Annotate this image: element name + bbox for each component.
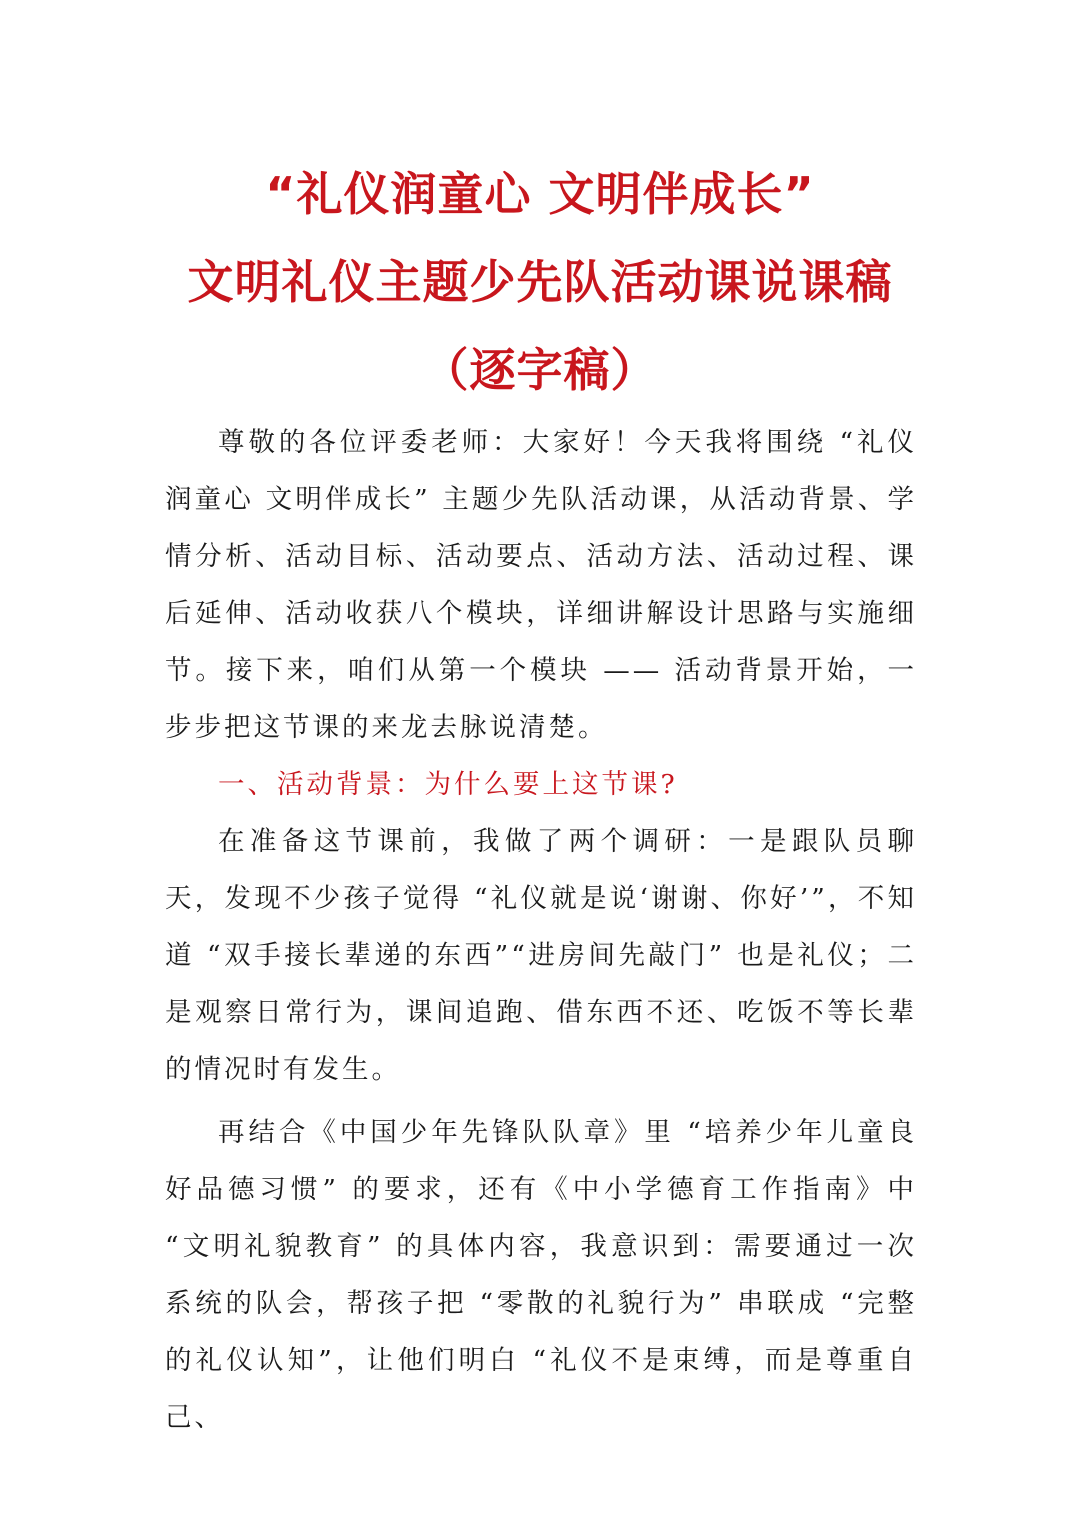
- title-line-3: （逐字稿）: [422, 343, 658, 397]
- document-body: [165, 414, 917, 1446]
- paragraph-guidelines: 再结合《中国少年先锋队队章》里 “培养少年儿童良好品德习惯” 的要求，还有《中小学德育工作指南》中 “文明礼貌教育” 的具体内容，我意识到：需要通过一次系统的队会，帮孩子把 “零散的礼貌行为” 串联成 “完整的礼仪认知”，让他们明白 “礼仪不是束缚，而是尊重自己、: [165, 1117, 917, 1433]
- title-line-1: “礼仪润童心 文明伴成长”: [265, 167, 815, 221]
- title-line-2: 文明礼仪主题少先队活动课说课稿: [187, 255, 893, 309]
- document-title: [0, 150, 1080, 414]
- paragraph-greeting: 尊敬的各位评委老师：大家好！今天我将围绕 “礼仪润童心 文明伴成长” 主题少先队活动课，从活动背景、学情分析、活动目标、活动要点、活动方法、活动过程、课后延伸、活动收获八个模块，详细讲解设计思路与实施细节。接下来，咱们从第一个模块 —— 活动背景开始，一步步把这节课的来龙去脉说清楚。: [165, 427, 917, 743]
- paragraph-research: 在准备这节课前，我做了两个调研：一是跟队员聊天，发现不少孩子觉得 “礼仪就是说‘谢谢、你好’”，不知道 “双手接长辈递的东西”“进房间先敲门” 也是礼仪；二是观察日常行为，课间追跑、借东西不还、吃饭不等长辈的情况时有发生。: [165, 826, 917, 1085]
- section-heading: 一、活动背景：为什么要上这节课?: [218, 769, 678, 800]
